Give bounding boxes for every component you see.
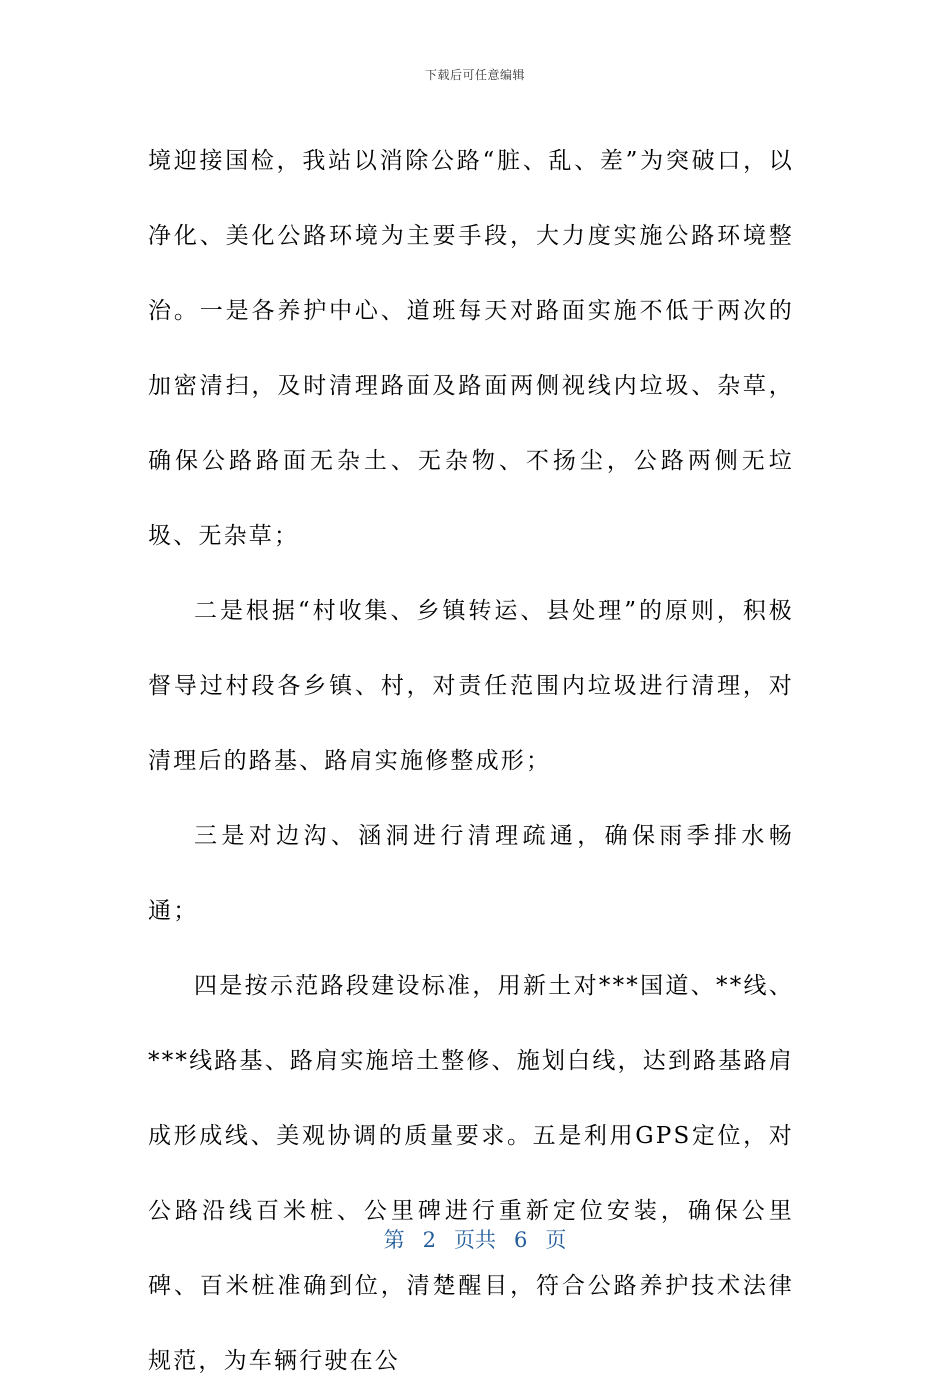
footer-label-of: 页共 xyxy=(454,1228,496,1252)
page-footer xyxy=(0,1224,950,1254)
document-body xyxy=(148,124,794,1399)
header-note: 下载后可任意编辑 xyxy=(424,68,525,82)
paragraph-3: 三是对边沟、涵洞进行清理疏通，确保雨季排水畅通； xyxy=(148,823,794,924)
footer-total-pages: 6 xyxy=(514,1228,528,1252)
paragraph-2: 二是根据“村收集、乡镇转运、县处理”的原则，积极督导过村段各乡镇、村，对责任范围内垃圾进行清理，对清理后的路基、路肩实施修整成形； xyxy=(148,598,794,774)
footer-label-page: 第 xyxy=(383,1228,405,1252)
footer-label-end: 页 xyxy=(545,1228,567,1252)
footer-current-page: 2 xyxy=(422,1228,436,1252)
paragraph-1: 境迎接国检，我站以消除公路“脏、乱、差”为突破口，以净化、美化公路环境为主要手段，大力度实施公路环境整治。一是各养护中心、道班每天对路面实施不低于两次的加密清扫，及时清理路面及路面两侧视线内垃圾、杂草，确保公路路面无杂土、无杂物、不扬尘，公路两侧无垃圾、无杂草； xyxy=(148,148,794,549)
paragraph-4: 四是按示范路段建设标准，用新土对***国道、**线、***线路基、路肩实施培土整修、施划白线，达到路基路肩成形成线、美观协调的质量要求。五是利用GPS定位，对公路沿线百米桩、公里碑进行重新定位安装，确保公里碑、百米桩准确到位，清楚醒目，符合公路养护技术法律规范，为车辆行驶在公 xyxy=(148,973,794,1374)
